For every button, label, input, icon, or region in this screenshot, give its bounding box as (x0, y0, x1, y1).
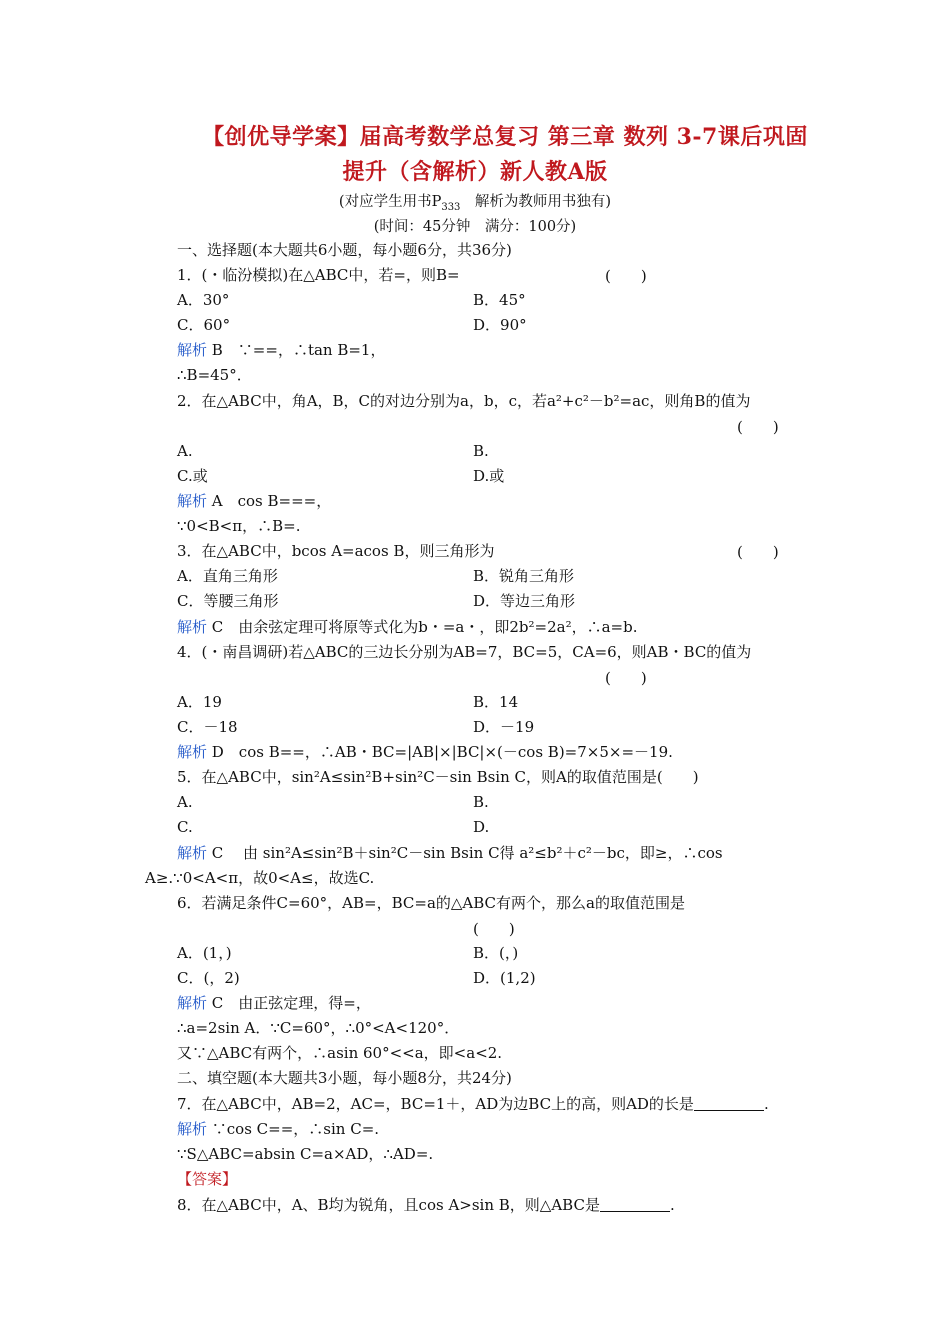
answer-paren: ( ) (473, 920, 515, 938)
q1-option-c: C．60° (177, 316, 231, 334)
q1-solution-line2: ∴B=45°． (177, 366, 252, 384)
document-title-line1: 【创优导学案】届高考数学总复习 第三章 数列 3-7课后巩固 (202, 124, 808, 150)
q5-option-d: D. (473, 818, 490, 836)
q5-option-b: B. (473, 793, 489, 811)
question-4-stem: 4．(・南昌调研)若△ABC的三边长分别为AB=7，BC=5，CA=6，则AB・BC的值为 (177, 643, 752, 661)
q5-option-a: A. (177, 793, 193, 811)
q3-solution-line1: 解析 C 由余弦定理可将原等式化为b・=a・，即2b²=2a²，∴a=b. (177, 618, 638, 636)
q1-option-b: B．45° (473, 291, 526, 309)
q7-answer-label: 【答案】 (177, 1170, 238, 1188)
q5-solution-line1: 解析 C 由 sin²A≤sin²B＋sin²C－sin Bsin C得 a²≤b²＋c²－bc，即≥，∴cos (177, 844, 723, 862)
q6-solution-line3: 又∵△ABC有两个，∴asin 60°<<a，即<a<2. (177, 1044, 503, 1062)
q4-option-d: D．－19 (473, 718, 535, 736)
q6-solution-line2: ∴a=2sin A．∵C=60°，∴0°<A<120°． (177, 1019, 460, 1037)
question-6-stem: 6．若满足条件C=60°，AB=，BC=a的△ABC有两个，那么a的取值范围是 (177, 894, 685, 912)
subtitle-time-score: (时间：45分钟 满分：100分) (373, 219, 577, 235)
q1-option-a: A．30° (177, 291, 230, 309)
section-heading-fill-blank: 二、填空题(本大题共3小题，每小题8分，共24分) (177, 1069, 512, 1087)
question-8-stem: 8．在△ABC中，A、B均为锐角，且cos A>sin B，则△ABC是 . (177, 1196, 675, 1214)
q5-option-c: C. (177, 818, 193, 836)
q4-solution-line1: 解析 D cos B==，∴AB・BC=|AB|×|BC|×(－cos B)=7×5×=－19. (177, 743, 673, 761)
q3-option-c: C．等腰三角形 (177, 592, 279, 610)
q2-solution-line1: 解析 A cos B===， (177, 492, 332, 510)
q3-option-b: B．锐角三角形 (473, 567, 575, 585)
q2-option-d: D.或 (473, 467, 505, 485)
q1-solution-line1: 解析 B ∵==，∴tan B=1， (177, 341, 386, 359)
q2-option-c: C.或 (177, 467, 208, 485)
question-5-stem: 5．在△ABC中，sin²A≤sin²B+sin²C－sin Bsin C，则A的取值范围是( ) (177, 768, 699, 786)
q4-option-c: C．－18 (177, 718, 238, 736)
q2-option-b: B. (473, 442, 489, 460)
q2-option-a: A. (177, 442, 193, 460)
q7-solution-line2: ∵S△ABC=absin C=a×AD，∴AD=. (177, 1145, 434, 1163)
q4-option-b: B．14 (473, 693, 519, 711)
answer-blank (694, 1096, 764, 1111)
q1-option-d: D．90° (473, 316, 527, 334)
answer-paren: ( ) (605, 267, 647, 285)
answer-paren: ( ) (737, 543, 779, 561)
question-2-stem: 2．在△ABC中，角A，B，C的对边分别为a，b，c，若a²+c²－b²=ac，则角B的值为 (177, 392, 751, 410)
q6-option-c: C．(，2) (177, 969, 240, 987)
subtitle-usage-note: (对应学生用书$P_{333}$ 解析为教师用书独有) (338, 194, 612, 213)
answer-paren: ( ) (737, 418, 779, 436)
q7-solution-line1: 解析 ∵cos C==，∴sin C=. (177, 1120, 380, 1138)
q2-solution-line2: ∵0<B<π，∴B=. (177, 517, 301, 535)
answer-blank (600, 1197, 670, 1212)
q6-solution-line1: 解析 C 由正弦定理，得=， (177, 994, 371, 1012)
document-title-line2: 提升（含解析）新人教A版 (342, 159, 608, 185)
question-7-stem: 7．在△ABC中，AB=2，AC=，BC=1＋，AD为边BC上的高，则AD的长是 . (177, 1095, 769, 1113)
q3-option-a: A．直角三角形 (177, 567, 278, 585)
q3-option-d: D．等边三角形 (473, 592, 576, 610)
question-1-stem: 1．(・临汾模拟)在△ABC中，若=，则B= (177, 266, 460, 284)
q6-option-a: A．(1，) (177, 944, 232, 962)
q6-option-d: D．(1,2) (473, 969, 536, 987)
question-3-stem: 3．在△ABC中，bcos A=acos B，则三角形为 (177, 542, 495, 560)
answer-paren: ( ) (605, 669, 647, 687)
q4-option-a: A．19 (177, 693, 222, 711)
q5-solution-line2: A≥.∵0<A<π，故0<A≤，故选C. (145, 869, 375, 887)
q6-option-b: B．(，) (473, 944, 519, 962)
section-heading-choice: 一、选择题(本大题共6小题，每小题6分，共36分) (177, 241, 512, 259)
